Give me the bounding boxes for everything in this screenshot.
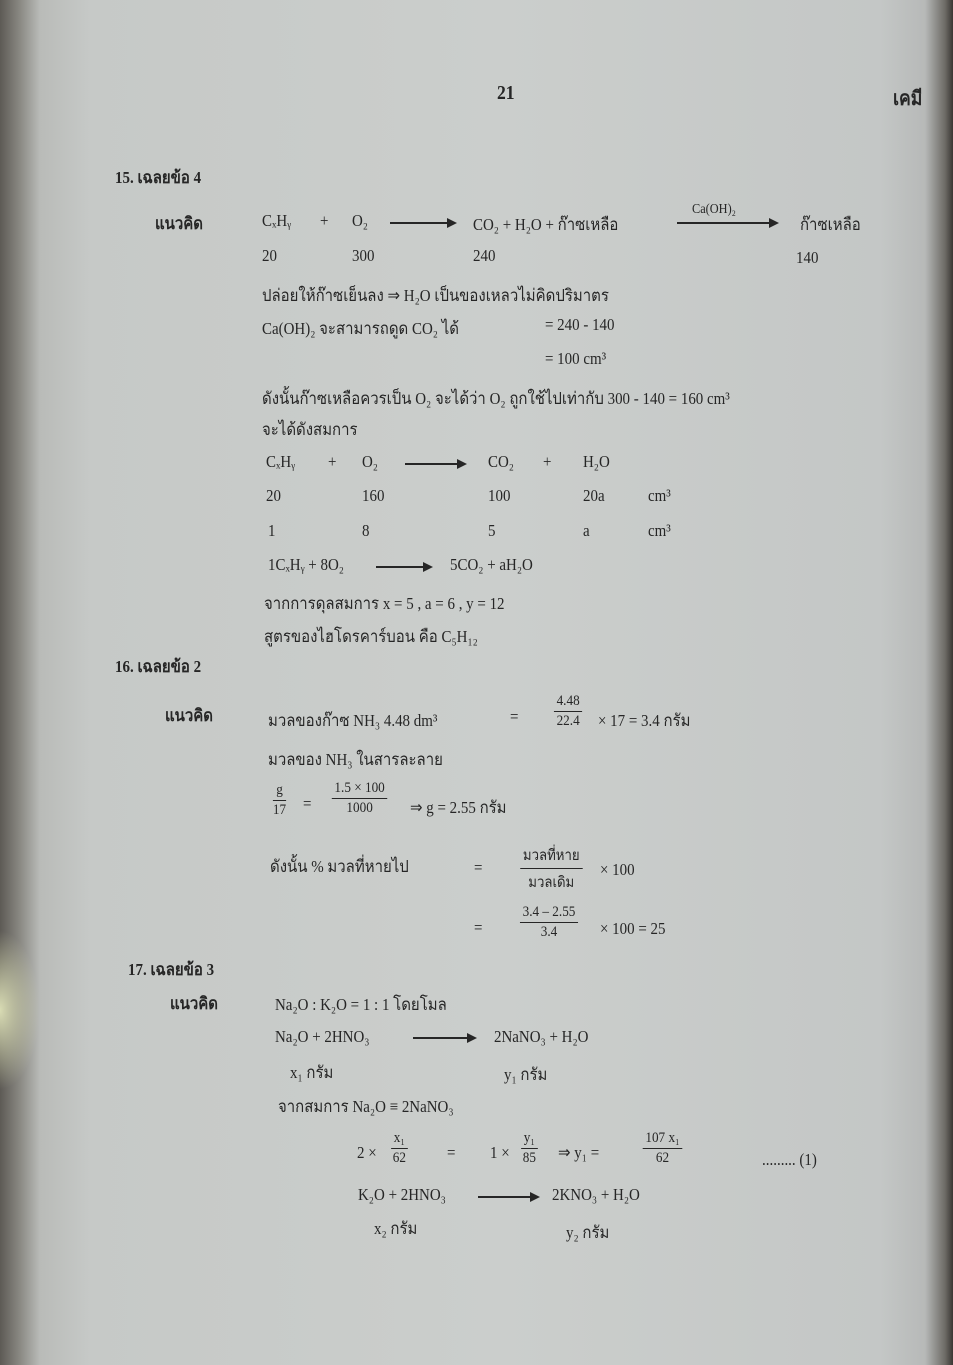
fraction: $\frac{4.48}{22.4}$ xyxy=(554,693,582,730)
reaction-arrow xyxy=(478,1196,538,1198)
equation: 2 × xyxy=(357,1143,377,1162)
reaction-arrow xyxy=(405,463,465,465)
equation-ref: ......... (1) xyxy=(762,1150,817,1169)
plus: + xyxy=(543,452,552,471)
q16-title: 16. เฉลยข้อ 2 xyxy=(115,657,202,676)
balanced-left: 1CₓHᵧ + 8O₂ xyxy=(268,555,344,574)
unit: cm³ xyxy=(648,521,671,540)
equals: = xyxy=(510,707,519,726)
text-line: จากสมการ Na₂O ≡ 2NaNO₃ xyxy=(278,1097,454,1116)
text-line: ดังนั้นก๊าซเหลือควรเป็น O₂ จะได้ว่า O₂ ถูกใช้ไปเท่ากับ 300 - 140 = 160 cm³ xyxy=(262,389,730,408)
reaction-arrow xyxy=(677,222,777,224)
reaction-right: 2KNO₃ + H₂O xyxy=(552,1185,640,1204)
q17-title: 17. เฉลยข้อ 3 xyxy=(128,960,215,979)
mass: y₂ กรัม xyxy=(566,1223,610,1242)
equation: = 100 cm³ xyxy=(545,349,607,368)
volume: 160 xyxy=(362,486,385,505)
products: CO₂ + H₂O + ก๊าซเหลือ xyxy=(473,215,619,234)
equation: × 17 = 3.4 กรัม xyxy=(598,711,691,730)
fraction: $\frac{3.4 - 2.55}{3.4}$ xyxy=(520,904,578,941)
text-line: จะได้ดังสมการ xyxy=(262,420,358,439)
fraction: $\frac{\text{107 x₁}}{62}$ xyxy=(643,1130,683,1167)
ratio: 8 xyxy=(362,521,370,540)
volume: 140 xyxy=(796,248,819,267)
plus: + xyxy=(320,211,329,230)
fraction: $\frac{\text{y₁}}{85}$ xyxy=(522,1130,536,1166)
plus: + xyxy=(328,452,337,471)
q16-label: แนวคิด xyxy=(165,706,214,725)
balanced-right: 5CO₂ + aH₂O xyxy=(450,555,533,574)
reactant-cxhy: CₓHᵧ xyxy=(262,211,292,230)
mass: x₁ กรัม xyxy=(290,1063,334,1082)
unit: cm³ xyxy=(648,486,671,505)
arrow-label: Ca(OH)₂ xyxy=(692,202,736,217)
text-line: Ca(OH)₂ จะสามารถดูด CO₂ ได้ xyxy=(262,319,459,338)
equals: = xyxy=(474,918,483,937)
remaining-gas: ก๊าซเหลือ xyxy=(800,215,861,234)
volume: 20 xyxy=(266,486,281,505)
fraction: มวลที่หาย มวลเดิม xyxy=(520,843,582,894)
ratio: 1 xyxy=(268,521,276,540)
formula: CₓHᵧ xyxy=(266,452,296,471)
q17-label: แนวคิด xyxy=(170,994,219,1013)
reaction-right: 2NaNO₃ + H₂O xyxy=(494,1027,589,1046)
equation: × 100 = 25 xyxy=(600,919,666,938)
q15-title: 15. เฉลยข้อ 4 xyxy=(115,168,202,187)
equation: × 100 xyxy=(600,860,635,879)
reaction-left: Na₂O + 2HNO₃ xyxy=(275,1027,370,1046)
ratio: a xyxy=(583,521,590,540)
fraction: $\frac{\text{x₁}}{62}$ xyxy=(392,1130,406,1166)
reactant-o2: O₂ xyxy=(352,211,369,230)
volume: 100 xyxy=(488,486,511,505)
reaction-arrow xyxy=(376,566,431,568)
volume: 20 xyxy=(262,246,277,265)
equals: = xyxy=(447,1143,456,1162)
text-line: มวลของก๊าซ NH₃ 4.48 dm³ xyxy=(268,711,438,730)
formula: O₂ xyxy=(362,452,379,471)
fraction: $\frac{g}{17}$ xyxy=(272,782,287,818)
formula: H₂O xyxy=(583,452,610,471)
text-line: สูตรของไฮโดรคาร์บอน คือ C₅H₁₂ xyxy=(264,627,478,646)
reaction-left: K₂O + 2HNO₃ xyxy=(358,1185,446,1204)
volume: 20a xyxy=(583,486,605,505)
equation: ⇒ y₁ = xyxy=(558,1143,600,1162)
page-stain xyxy=(0,930,40,1090)
text-line: จากการดุลสมการ x = 5 , a = 6 , y = 12 xyxy=(264,594,505,613)
volume: 240 xyxy=(473,246,496,265)
fraction: $\frac{1.5 \times 100}{1000}$ xyxy=(332,780,388,817)
equation: ⇒ g = 2.55 กรัม xyxy=(410,798,507,817)
equals: = xyxy=(474,858,483,877)
reaction-arrow xyxy=(390,222,455,224)
volume: 300 xyxy=(352,246,375,265)
text-line: Na₂O : K₂O = 1 : 1 โดยโมล xyxy=(275,995,447,1014)
text-line: ปล่อยให้ก๊าซเย็นลง ⇒ H₂O เป็นของเหลวไม่คิดปริมาตร xyxy=(262,286,609,305)
mass: y₁ กรัม xyxy=(504,1065,548,1084)
text-line: ดังนั้น % มวลที่หายไป xyxy=(270,857,409,876)
page-number: 21 xyxy=(497,82,515,104)
subject-header: เคมี xyxy=(893,88,923,110)
text-line: มวลของ NH₃ ในสารละลาย xyxy=(268,750,443,769)
formula: CO₂ xyxy=(488,452,515,471)
equals: = xyxy=(303,794,312,813)
reaction-arrow xyxy=(413,1037,475,1039)
ratio: 5 xyxy=(488,521,496,540)
equation: 1 × xyxy=(490,1143,510,1162)
mass: x₂ กรัม xyxy=(374,1219,418,1238)
equation: = 240 - 140 xyxy=(545,315,615,334)
q15-label: แนวคิด xyxy=(155,214,204,233)
